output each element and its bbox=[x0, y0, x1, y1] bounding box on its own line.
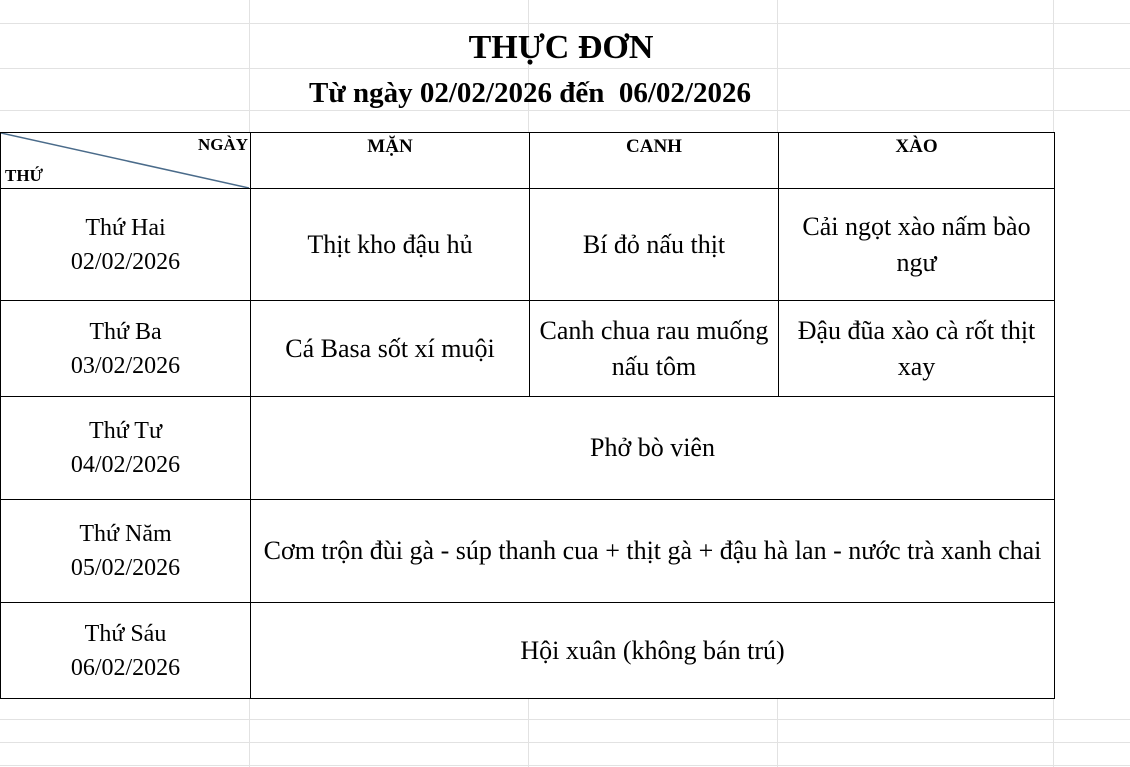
corner-label-thu: THỨ bbox=[5, 166, 44, 185]
dish-man: Cá Basa sốt xí muội bbox=[251, 301, 530, 397]
day-name: Thứ Ba bbox=[89, 318, 162, 345]
day-date: 06/02/2026 bbox=[70, 654, 181, 681]
day-cell bbox=[1, 500, 251, 603]
day-date: 04/02/2026 bbox=[70, 452, 181, 478]
day-cell bbox=[1, 397, 251, 500]
day-name: Thứ Tư bbox=[89, 418, 162, 444]
header-row bbox=[1, 133, 1055, 189]
dish-man: Thịt kho đậu hủ bbox=[251, 189, 530, 301]
dish-merged: Cơm trộn đùi gà - súp thanh cua + thịt gà + đậu hà lan - nước trà xanh chai bbox=[251, 500, 1055, 603]
dish-merged: Hội xuân (không bán trú) bbox=[251, 603, 1055, 699]
day-cell bbox=[1, 301, 251, 397]
day-cell bbox=[1, 603, 251, 699]
dish-xao: Đậu đũa xào cà rốt thịt xay bbox=[779, 301, 1055, 397]
day-name: Thứ Sáu bbox=[84, 620, 167, 647]
table-row bbox=[1, 500, 1055, 603]
page-title: THỰC ĐƠN bbox=[468, 29, 654, 66]
day-date: 02/02/2026 bbox=[70, 248, 181, 275]
column-header-xao: XÀO bbox=[779, 133, 1055, 189]
dish-xao: Cải ngọt xào nấm bào ngư bbox=[779, 189, 1055, 301]
column-header-man: MẶN bbox=[251, 133, 530, 189]
dish-canh: Canh chua rau muống nấu tôm bbox=[530, 301, 779, 397]
day-name: Thứ Năm bbox=[79, 521, 172, 547]
day-name: Thứ Hai bbox=[85, 214, 166, 241]
day-cell bbox=[1, 189, 251, 301]
date-range-subtitle: Từ ngày 02/02/2026 đến 06/02/2026 bbox=[309, 77, 751, 109]
day-date: 05/02/2026 bbox=[70, 555, 181, 581]
table-row bbox=[1, 301, 1055, 397]
corner-label-ngay: NGÀY bbox=[197, 135, 248, 154]
column-header-canh: CANH bbox=[530, 133, 779, 189]
table-row bbox=[1, 397, 1055, 500]
corner-header-cell bbox=[1, 133, 251, 189]
table-row bbox=[1, 189, 1055, 301]
table-row bbox=[1, 603, 1055, 699]
day-date: 03/02/2026 bbox=[70, 352, 181, 379]
dish-canh: Bí đỏ nấu thịt bbox=[530, 189, 779, 301]
dish-merged: Phở bò viên bbox=[251, 397, 1055, 500]
menu-table bbox=[0, 132, 1055, 699]
